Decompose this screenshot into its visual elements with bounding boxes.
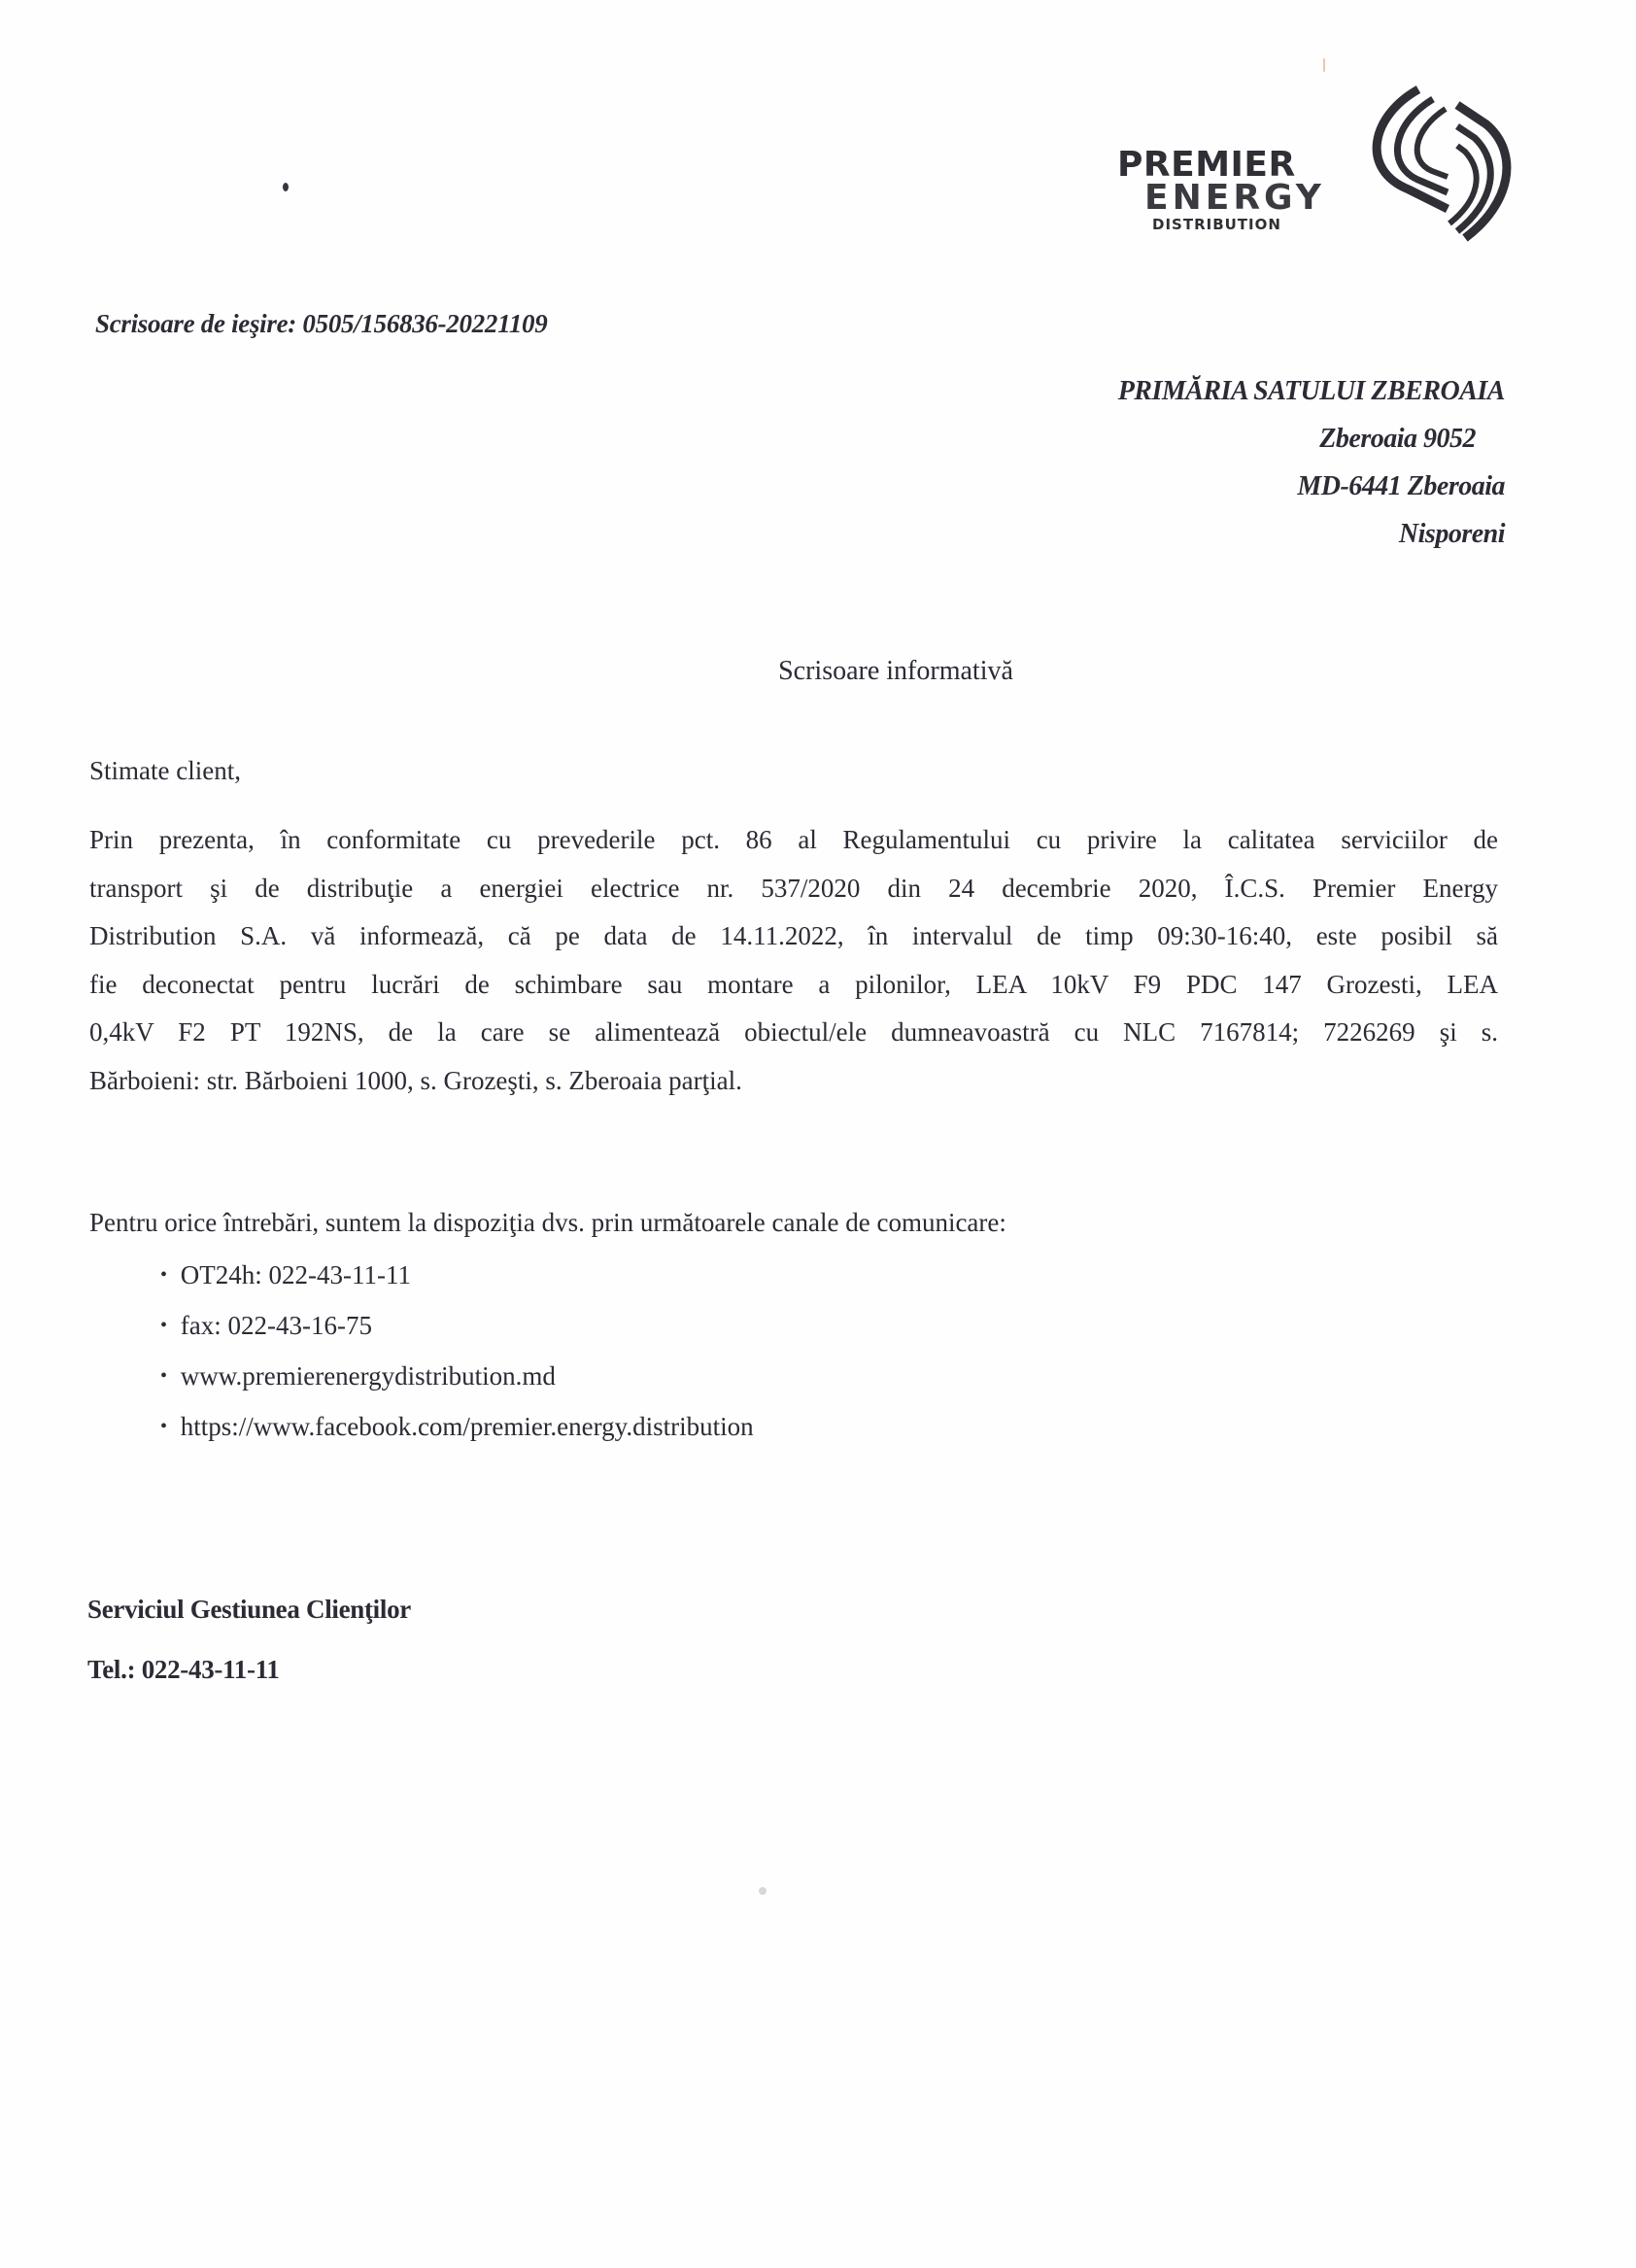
recipient-address: Zberoaia 9052 [1319,424,1476,454]
scan-speck [759,1887,767,1895]
recipient-address-block [1118,367,1505,558]
contact-item-website [160,1351,754,1401]
contact-list [160,1250,754,1452]
contact-website: www.premierenergydistribution.md [180,1361,556,1391]
paragraph-line: fie deconectat pentru lucrări de schimbare sau montare a pilonilor, LEA 10kV F9 PDC 147 Grozesti, LEA [89,969,1498,999]
scan-speck [1323,58,1325,72]
logo-energy-text: ENERGY [1144,178,1325,218]
logo-wordmark [1117,145,1325,233]
paragraph-line: transport şi de distribuţie a energiei electrice nr. 537/2020 din 24 decembrie 2020, Î.C.S. Premier Energy [89,873,1498,903]
paragraph-line: 0,4kV F2 PT 192NS, de la care se alimentează obiectul/ele dumneavoastră cu NLC 7167814; 7226269 şi s. [89,1017,1498,1047]
signature-department: Serviciul Gestiunea Clienţilor [87,1595,411,1624]
contact-item-fax [160,1300,754,1351]
paragraph-line: Prin prezenta, în conformitate cu prevederile pct. 86 al Regulamentului cu privire la calitatea serviciilor de [89,825,1498,854]
paragraph-line: Bărboieni: str. Bărboieni 1000, s. Grozeşti, s. Zberoaia parţial. [89,1065,742,1095]
signature-block [87,1579,411,1700]
company-logo [1117,78,1525,262]
contact-intro: Pentru orice întrebări, suntem la dispoziţia dvs. prin următoarele canale de comunicare: [89,1208,1006,1237]
bullet-icon: • [160,1264,168,1286]
recipient-postal: MD-6441 Zberoaia [1297,471,1505,501]
bullet-icon: • [160,1315,168,1336]
recipient-district: Nisporeni [1398,519,1505,549]
recipient-name: PRIMĂRIA SATULUI ZBEROAIA [1117,376,1505,406]
main-paragraph [89,816,1498,1105]
salutation: Stimate client, [89,756,241,785]
contact-item-hotline [160,1250,754,1300]
contact-facebook: https://www.facebook.com/premier.energy.distribution [180,1412,754,1441]
bullet-icon: • [160,1365,168,1387]
contact-hotline: OT24h: 022-43-11-11 [180,1260,411,1289]
logo-premier-text: PREMIER [1117,145,1296,185]
outgoing-letter-reference: Scrisoare de ieşire: 0505/156836-20221109 [95,309,548,338]
logo-distribution-text: DISTRIBUTION [1152,216,1281,233]
contact-item-facebook [160,1401,754,1452]
signature-phone: Tel.: 022-43-11-11 [87,1655,280,1684]
scan-speck [283,183,289,191]
paragraph-line: Distribution S.A. vă informează, că pe data de 14.11.2022, în intervalul de timp 09:30-16:40, este posibil să [89,921,1498,950]
bullet-icon: • [160,1416,168,1437]
document-title: Scrisoare informativă [778,656,1013,686]
premier-energy-swirl-icon [1350,78,1525,253]
contact-fax: fax: 022-43-16-75 [180,1311,372,1340]
